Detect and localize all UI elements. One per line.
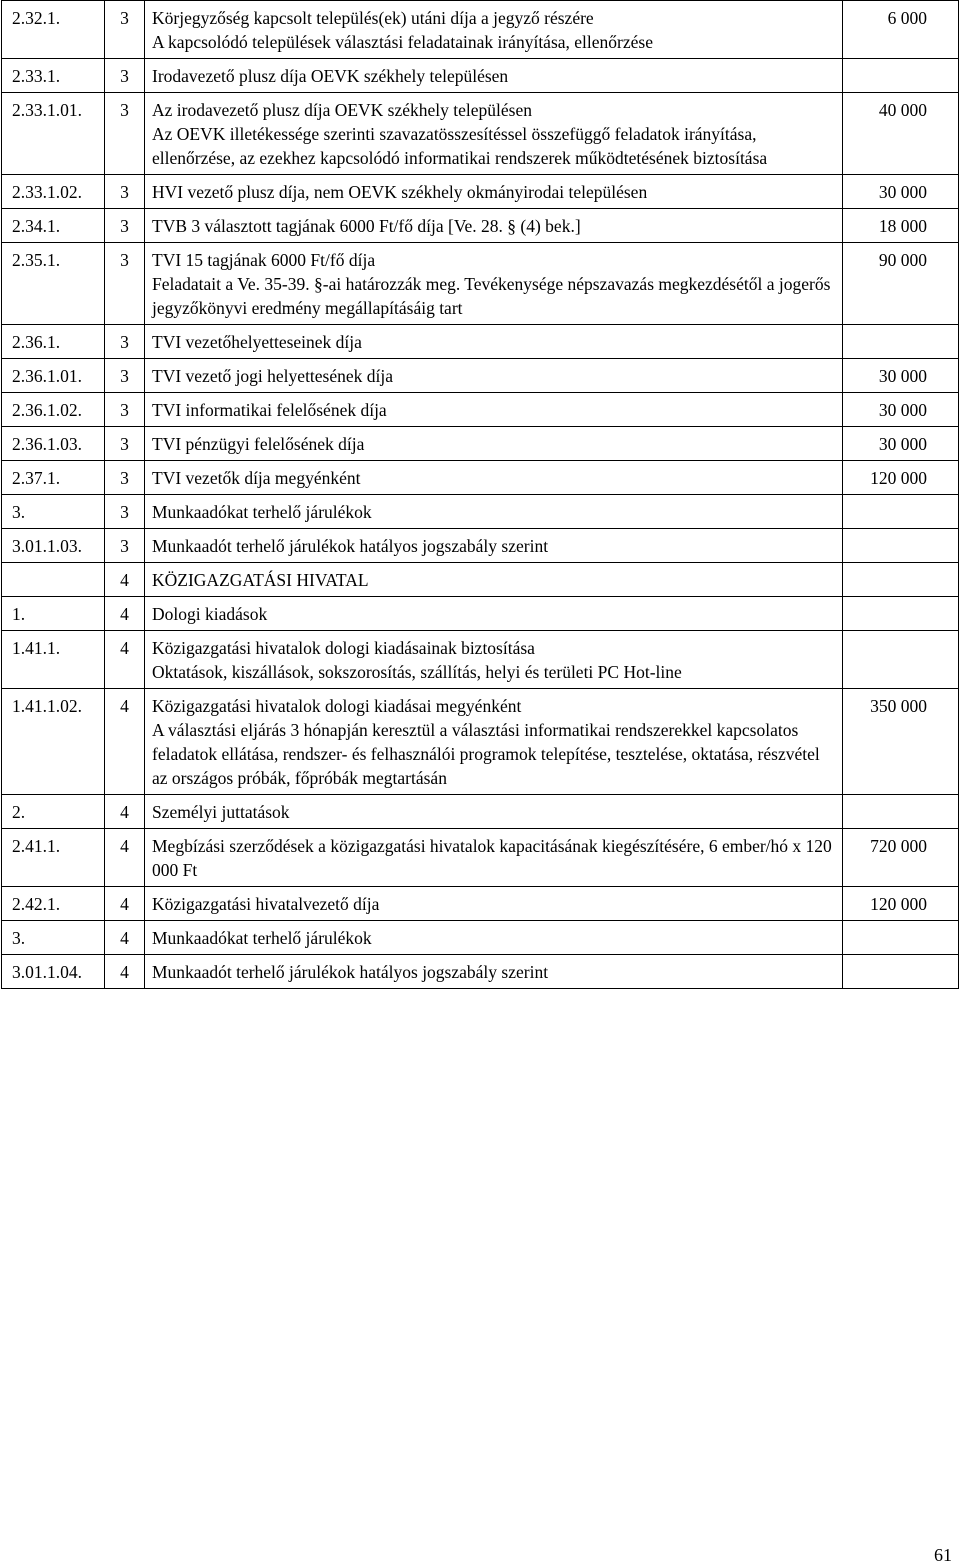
row-level: 3 — [105, 359, 145, 393]
row-code: 2.36.1.03. — [2, 427, 105, 461]
row-description — [145, 495, 843, 529]
row-code: 2.36.1.01. — [2, 359, 105, 393]
table-row — [2, 887, 959, 921]
row-amount — [843, 325, 959, 359]
row-amount — [843, 59, 959, 93]
row-description — [145, 597, 843, 631]
row-amount — [843, 495, 959, 529]
row-amount: 30 000 — [843, 359, 959, 393]
row-code: 1.41.1. — [2, 631, 105, 689]
row-level: 3 — [105, 93, 145, 175]
row-description — [145, 243, 843, 325]
row-description — [145, 175, 843, 209]
row-level: 4 — [105, 887, 145, 921]
description-line: KÖZIGAZGATÁSI HIVATAL — [152, 570, 369, 590]
description-line: Munkaadót terhelő járulékok hatályos jogszabály szerint — [152, 536, 549, 556]
description-line: Dologi kiadások — [152, 604, 268, 624]
row-code: 2.32.1. — [2, 1, 105, 59]
row-code: 2. — [2, 795, 105, 829]
row-level: 4 — [105, 631, 145, 689]
budget-table — [1, 0, 959, 989]
description-line: Közigazgatási hivatalok dologi kiadásainak biztosítása — [152, 638, 535, 658]
row-amount: 90 000 — [843, 243, 959, 325]
row-description — [145, 427, 843, 461]
budget-table-body — [2, 1, 959, 989]
description-line: A kapcsolódó települések választási feladatainak irányítása, ellenőrzése — [152, 32, 653, 52]
row-code: 3. — [2, 921, 105, 955]
row-amount — [843, 921, 959, 955]
row-code — [2, 563, 105, 597]
row-code: 2.36.1.02. — [2, 393, 105, 427]
row-level: 4 — [105, 563, 145, 597]
row-code: 2.35.1. — [2, 243, 105, 325]
description-line: TVI 15 tagjának 6000 Ft/fő díja — [152, 250, 376, 270]
row-level: 4 — [105, 921, 145, 955]
row-code: 3.01.1.03. — [2, 529, 105, 563]
row-code: 1.41.1.02. — [2, 689, 105, 795]
row-amount — [843, 955, 959, 989]
row-code: 2.33.1. — [2, 59, 105, 93]
description-line: Személyi juttatások — [152, 802, 290, 822]
row-amount — [843, 597, 959, 631]
description-line: Az irodavezető plusz díja OEVK székhely településen — [152, 100, 533, 120]
description-line: Munkaadót terhelő járulékok hatályos jogszabály szerint — [152, 962, 549, 982]
row-description — [145, 829, 843, 887]
row-level: 3 — [105, 243, 145, 325]
table-row — [2, 325, 959, 359]
row-description — [145, 209, 843, 243]
description-line: Közigazgatási hivatalvezető díja — [152, 894, 380, 914]
row-description — [145, 1, 843, 59]
row-code: 2.33.1.02. — [2, 175, 105, 209]
table-row — [2, 393, 959, 427]
table-row — [2, 243, 959, 325]
row-level: 4 — [105, 955, 145, 989]
row-level: 3 — [105, 427, 145, 461]
row-level: 3 — [105, 209, 145, 243]
row-code: 2.37.1. — [2, 461, 105, 495]
table-row — [2, 461, 959, 495]
row-description — [145, 59, 843, 93]
row-description — [145, 325, 843, 359]
description-line: TVI vezető jogi helyettesének díja — [152, 366, 394, 386]
description-line: Körjegyzőség kapcsolt település(ek) utáni díja a jegyző részére — [152, 8, 594, 28]
table-row — [2, 359, 959, 393]
row-level: 3 — [105, 1, 145, 59]
row-description — [145, 393, 843, 427]
row-description — [145, 795, 843, 829]
table-row — [2, 921, 959, 955]
row-code: 3.01.1.04. — [2, 955, 105, 989]
description-line: TVI vezetők díja megyénként — [152, 468, 361, 488]
row-amount — [843, 529, 959, 563]
row-amount: 18 000 — [843, 209, 959, 243]
row-level: 4 — [105, 795, 145, 829]
description-line: TVI informatikai felelősének díja — [152, 400, 387, 420]
table-row — [2, 795, 959, 829]
row-level: 3 — [105, 529, 145, 563]
row-amount: 40 000 — [843, 93, 959, 175]
row-code: 2.36.1. — [2, 325, 105, 359]
table-row — [2, 689, 959, 795]
description-line: A választási eljárás 3 hónapján keresztül a választási informatikai rendszerekkel kapcsolatos feladatok ellátása, rendszer- és felhasználói programok telepítése, tesztelése, oktatása, részvétel az országos próbák, főpróbák megtartásán — [152, 720, 820, 788]
row-level: 3 — [105, 495, 145, 529]
row-amount — [843, 631, 959, 689]
description-line: TVB 3 választott tagjának 6000 Ft/fő díja [Ve. 28. § (4) bek.] — [152, 216, 581, 236]
row-level: 3 — [105, 325, 145, 359]
row-description — [145, 461, 843, 495]
table-row — [2, 529, 959, 563]
table-row — [2, 829, 959, 887]
row-description — [145, 887, 843, 921]
row-description — [145, 955, 843, 989]
row-description — [145, 563, 843, 597]
description-line: Közigazgatási hivatalok dologi kiadásai megyénként — [152, 696, 522, 716]
table-row — [2, 597, 959, 631]
page-number: 61 — [934, 1545, 952, 1565]
row-amount — [843, 563, 959, 597]
row-code: 2.41.1. — [2, 829, 105, 887]
description-line: Munkaadókat terhelő járulékok — [152, 928, 372, 948]
table-row — [2, 209, 959, 243]
row-description — [145, 631, 843, 689]
description-line: Oktatások, kiszállások, sokszorosítás, szállítás, helyi és területi PC Hot-line — [152, 662, 682, 682]
table-row — [2, 955, 959, 989]
table-row — [2, 427, 959, 461]
row-amount — [843, 795, 959, 829]
row-amount: 350 000 — [843, 689, 959, 795]
row-level: 3 — [105, 175, 145, 209]
row-code: 2.34.1. — [2, 209, 105, 243]
table-row — [2, 631, 959, 689]
row-level: 4 — [105, 597, 145, 631]
row-description — [145, 359, 843, 393]
row-level: 3 — [105, 461, 145, 495]
description-line: Az OEVK illetékessége szerinti szavazatösszesítéssel összefüggő feladatok irányítása, ellenőrzése, az ezekhez kapcsolódó informatikai rendszerek működtetésének biztosítása — [152, 124, 768, 168]
row-description — [145, 689, 843, 795]
table-row — [2, 495, 959, 529]
description-line: Munkaadókat terhelő járulékok — [152, 502, 372, 522]
description-line: Irodavezető plusz díja OEVK székhely településen — [152, 66, 509, 86]
row-level: 4 — [105, 689, 145, 795]
row-level: 4 — [105, 829, 145, 887]
row-code: 3. — [2, 495, 105, 529]
row-description — [145, 529, 843, 563]
description-line: Feladatait a Ve. 35-39. §-ai határozzák meg. Tevékenysége népszavazás megkezdésétől a jogerős jegyzőkönyvi eredmény megállapításáig tart — [152, 274, 831, 318]
row-description — [145, 93, 843, 175]
table-row — [2, 175, 959, 209]
table-row — [2, 59, 959, 93]
row-level: 3 — [105, 393, 145, 427]
description-line: TVI vezetőhelyetteseinek díja — [152, 332, 362, 352]
description-line: TVI pénzügyi felelősének díja — [152, 434, 365, 454]
row-amount: 120 000 — [843, 887, 959, 921]
table-row — [2, 563, 959, 597]
row-description — [145, 921, 843, 955]
table-row — [2, 93, 959, 175]
row-amount: 30 000 — [843, 427, 959, 461]
row-amount: 30 000 — [843, 175, 959, 209]
row-amount: 6 000 — [843, 1, 959, 59]
row-amount: 720 000 — [843, 829, 959, 887]
description-line: Megbízási szerződések a közigazgatási hivatalok kapacitásának kiegészítésére, 6 ember/hó x 120 000 Ft — [152, 836, 832, 880]
row-amount: 120 000 — [843, 461, 959, 495]
row-level: 3 — [105, 59, 145, 93]
description-line: HVI vezető plusz díja, nem OEVK székhely okmányirodai településen — [152, 182, 648, 202]
row-code: 1. — [2, 597, 105, 631]
row-code: 2.42.1. — [2, 887, 105, 921]
row-amount: 30 000 — [843, 393, 959, 427]
row-code: 2.33.1.01. — [2, 93, 105, 175]
table-row — [2, 1, 959, 59]
